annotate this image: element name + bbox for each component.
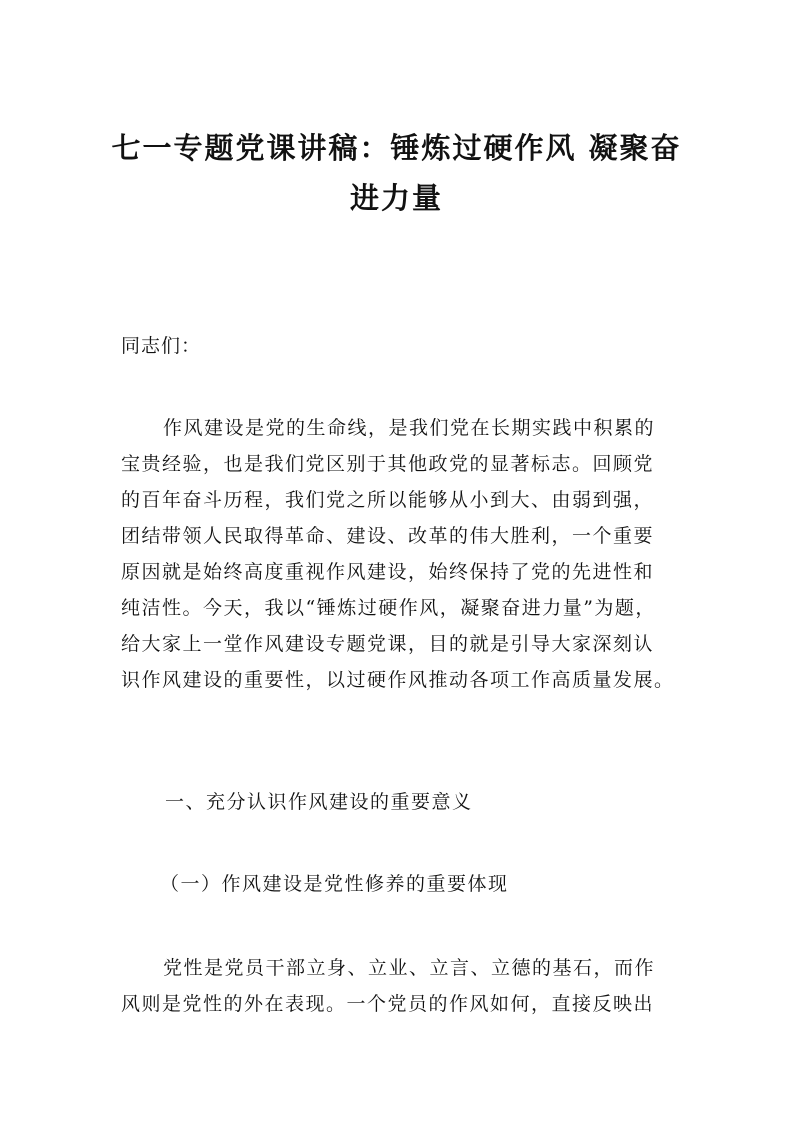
title-line-1: 七一专题党课讲稿：锤炼过硬作风 凝聚奋	[111, 131, 682, 165]
document-title	[100, 123, 693, 223]
paragraph-line: 识作风建设的重要性，以过硬作风推动各项工作高质量发展。	[121, 669, 675, 691]
paragraph-line: 给大家上一堂作风建设专题党课，目的就是引导大家深刻认	[121, 633, 655, 655]
paragraph-line: 党性是党员干部立身、立业、立言、立德的基石，而作	[163, 957, 656, 979]
paragraph-line: 的百年奋斗历程，我们党之所以能够从小到大、由弱到强，	[121, 489, 655, 511]
salutation: 同志们：	[121, 335, 202, 357]
body-paragraph	[121, 950, 681, 1022]
paragraph-line: 纯洁性。今天，我以“锤炼过硬作风，凝聚奋进力量”为题，	[121, 597, 656, 619]
paragraph-line: 宝贵经验，也是我们党区别于其他政党的显著标志。回顾党	[121, 453, 655, 475]
title-line-2: 进力量	[349, 181, 443, 215]
subsection-heading: （一）作风建设是党性修养的重要体现	[160, 873, 509, 895]
paragraph-line: 作风建设是党的生命线，是我们党在长期实践中积累的	[163, 417, 656, 439]
intro-paragraph	[121, 410, 681, 698]
paragraph-line: 团结带领人民取得革命、建设、改革的伟大胜利，一个重要	[121, 525, 655, 547]
section-heading: 一、充分认识作风建设的重要意义	[165, 791, 473, 813]
paragraph-line: 风则是党性的外在表现。一个党员的作风如何，直接反映出	[121, 993, 655, 1015]
paragraph-line: 原因就是始终高度重视作风建设，始终保持了党的先进性和	[121, 561, 655, 583]
